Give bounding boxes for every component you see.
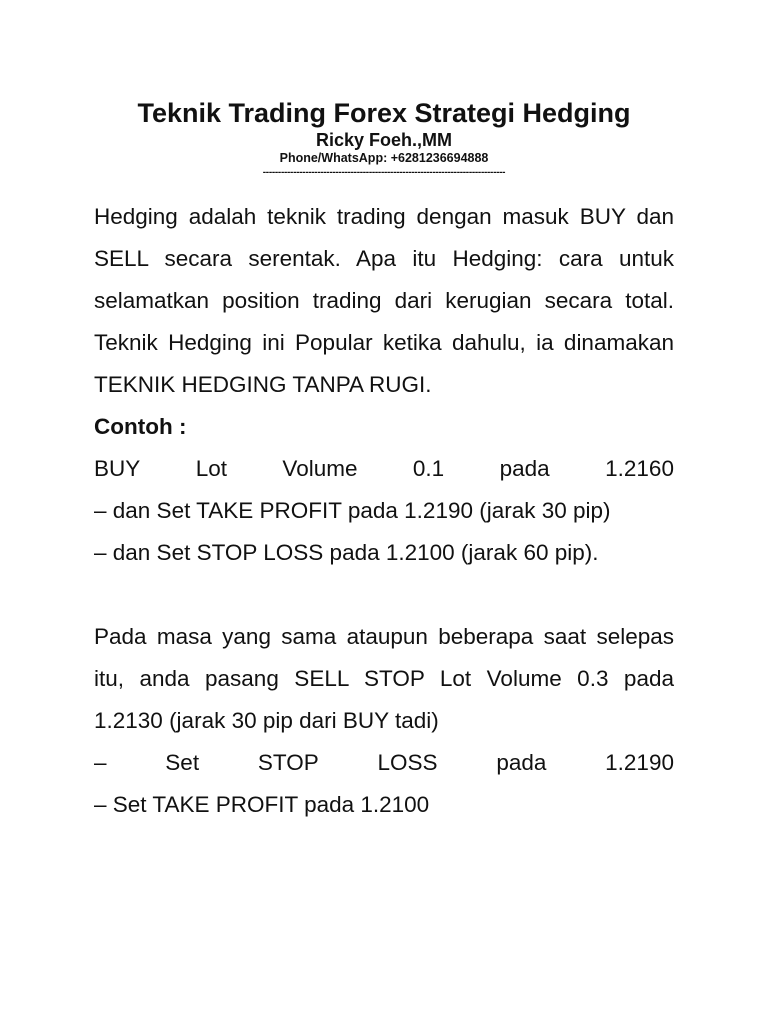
buy-line-word: 1.2160 bbox=[605, 456, 674, 481]
set-sl-word: – bbox=[94, 750, 107, 775]
paragraph-gap bbox=[94, 574, 674, 616]
document-header bbox=[0, 96, 768, 178]
set-take-profit-line: – Set TAKE PROFIT pada 1.2100 bbox=[94, 792, 430, 817]
stop-loss-line: – dan Set STOP LOSS pada 1.2100 (jarak 60 pip). bbox=[94, 540, 599, 565]
document-author: Ricky Foeh.,MM bbox=[315, 130, 453, 150]
document-body bbox=[94, 196, 674, 826]
set-stop-loss-line bbox=[94, 742, 674, 784]
second-paragraph: Pada masa yang sama ataupun beberapa saat selepas itu, anda pasang SELL STOP Lot Volume 0.3 pada 1.2130 (jarak 30 pip dari BUY tadi) bbox=[94, 624, 674, 733]
buy-line bbox=[94, 448, 674, 490]
buy-line-word: BUY bbox=[94, 456, 141, 481]
buy-line-word: Volume bbox=[282, 456, 358, 481]
set-sl-word: LOSS bbox=[377, 750, 438, 775]
set-sl-word: STOP bbox=[257, 750, 319, 775]
buy-line-word: Lot bbox=[195, 456, 227, 481]
set-sl-word: 1.2190 bbox=[605, 750, 674, 775]
document-title: Teknik Trading Forex Strategi Hedging bbox=[137, 98, 631, 128]
example-heading: Contoh : bbox=[94, 414, 187, 439]
buy-line-word: pada bbox=[499, 456, 550, 481]
header-divider: -------------------------------------------------------------------------------- bbox=[262, 168, 506, 178]
intro-paragraph: Hedging adalah teknik trading dengan masuk BUY dan SELL secara serentak. Apa itu Hedging: cara untuk selamatkan position trading dari kerugian secara total. Teknik Hedging ini Popular ketika dahulu, ia dinamakan TEKNIK HEDGING TANPA RUGI. bbox=[94, 204, 674, 397]
document-contact: Phone/WhatsApp: +6281236694888 bbox=[279, 151, 489, 165]
set-sl-word: Set bbox=[165, 750, 200, 775]
set-sl-word: pada bbox=[496, 750, 547, 775]
buy-line-word: 0.1 bbox=[412, 456, 445, 481]
take-profit-line: – dan Set TAKE PROFIT pada 1.2190 (jarak 30 pip) bbox=[94, 498, 611, 523]
